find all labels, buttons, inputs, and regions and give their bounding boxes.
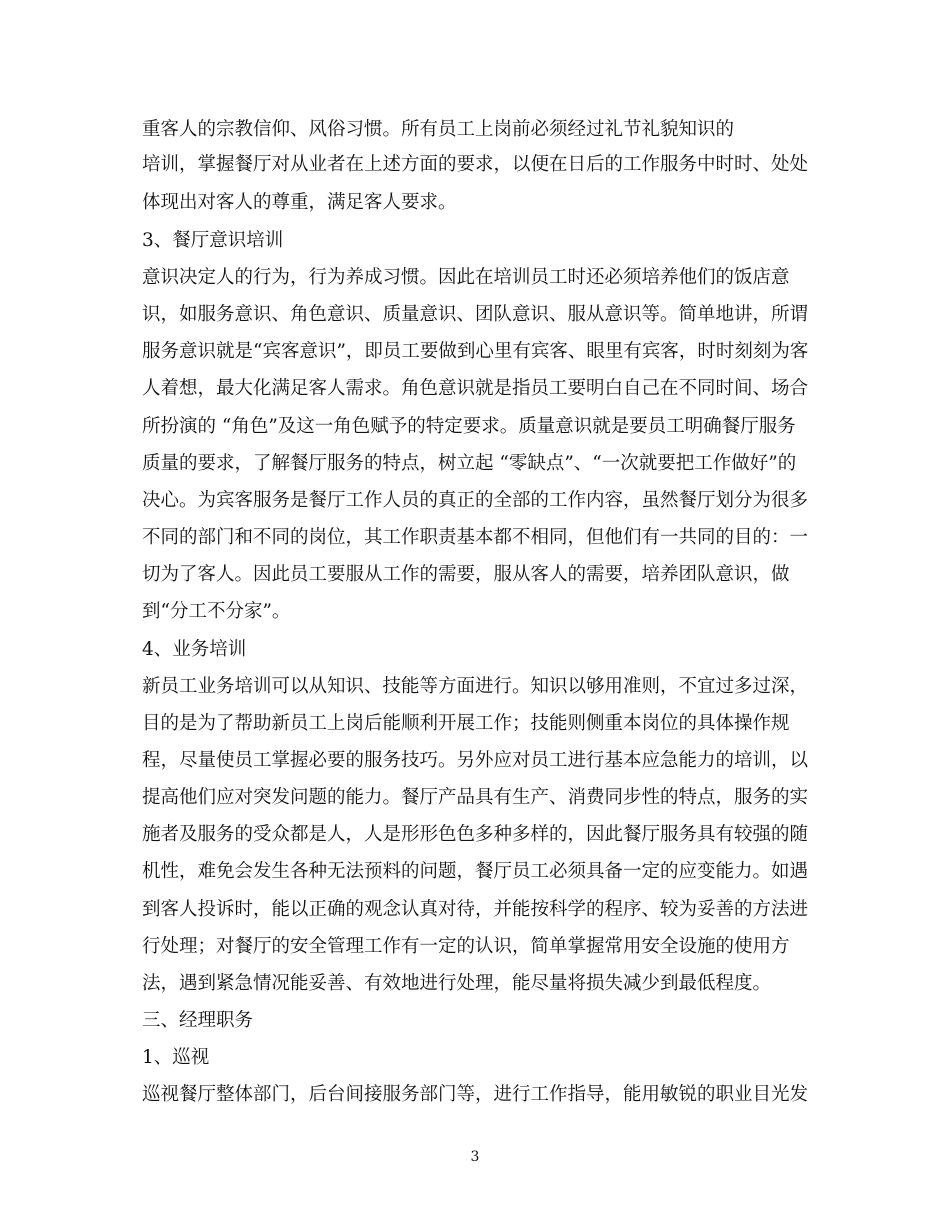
text-line: 体现出对客人的尊重，满足客人要求。 (142, 192, 457, 213)
text-line: 巡视餐厅整体部门，后台间接服务部门等，进行工作指导，能用敏锐的职业目光发 (142, 1084, 809, 1105)
text-line: 目的是为了帮助新员工上岗后能顺利开展工作；技能则侧重本岗位的具体操作规 (142, 713, 790, 734)
text-line: 到客人投诉时，能以正确的观念认真对待，并能按科学的程序、较为妥善的方法进 (142, 899, 809, 920)
text-line: 决心。为宾客服务是餐厅工作人员的真正的全部的工作内容，虽然餐厅划分为很多 (142, 490, 809, 511)
section-heading: 三、经理职务 (142, 1010, 254, 1031)
text-line: 培训，掌握餐厅对从业者在上述方面的要求，以便在日后的工作服务中时时、处处 (142, 154, 809, 175)
page-number: 3 (470, 1149, 480, 1165)
text-line: 切为了客人。因此员工要服从工作的需要，服从客人的需要，培养团队意识，做 (142, 564, 790, 585)
text-line: 施者及服务的受众都是人，人是形形色色多种多样的，因此餐厅服务具有较强的随 (142, 824, 809, 845)
text-line: 不同的部门和不同的岗位，其工作职责基本都不相同，但他们有一共同的目的：一 (142, 527, 809, 548)
text-line: 机性，难免会发生各种无法预料的问题，餐厅员工必须具备一定的应变能力。如遇 (142, 861, 809, 882)
text-line: 所扮演的 “角色”及这一角色赋予的特定要求。质量意识就是要员工明确餐厅服务 (142, 416, 796, 437)
text-line: 识，如服务意识、角色意识、质量意识、团队意识、服从意识等。简单地讲，所谓 (142, 304, 809, 325)
text-line: 行处理；对餐厅的安全管理工作有一定的认识，简单掌握常用安全设施的使用方 (142, 936, 790, 957)
text-line: 程，尽量使员工掌握必要的服务技巧。另外应对员工进行基本应急能力的培训，以 (142, 750, 809, 771)
text-line: 质量的要求，了解餐厅服务的特点，树立起 “零缺点”、“一次就要把工作做好”的 (142, 453, 797, 474)
text-line: 人着想，最大化满足客人需求。角色意识就是指员工要明白自己在不同时间、场合 (142, 378, 809, 399)
text-line: 新员工业务培训可以从知识、技能等方面进行。知识以够用准则，不宜过多过深， (142, 676, 809, 697)
section-heading: 4、业务培训 (142, 639, 247, 660)
text-line: 重客人的宗教信仰、风俗习惯。所有员工上岗前必须经过礼节礼貌知识的 (142, 119, 735, 140)
section-heading: 1、巡视 (142, 1047, 210, 1068)
text-line: 服务意识就是“宾客意识”，即员工要做到心里有宾客、眼里有宾客，时时刻刻为客 (142, 341, 809, 362)
section-heading: 3、餐厅意识培训 (142, 230, 284, 251)
text-line: 到“分工不分家”。 (142, 601, 291, 622)
text-line: 提高他们应对突发问题的能力。餐厅产品具有生产、消费同步性的特点，服务的实 (142, 787, 809, 808)
text-line: 意识决定人的行为，行为养成习惯。因此在培训员工时还必须培养他们的饭店意 (142, 267, 790, 288)
text-line: 法，遇到紧急情况能妥善、有效地进行处理，能尽量将损失减少到最低程度。 (142, 973, 772, 994)
